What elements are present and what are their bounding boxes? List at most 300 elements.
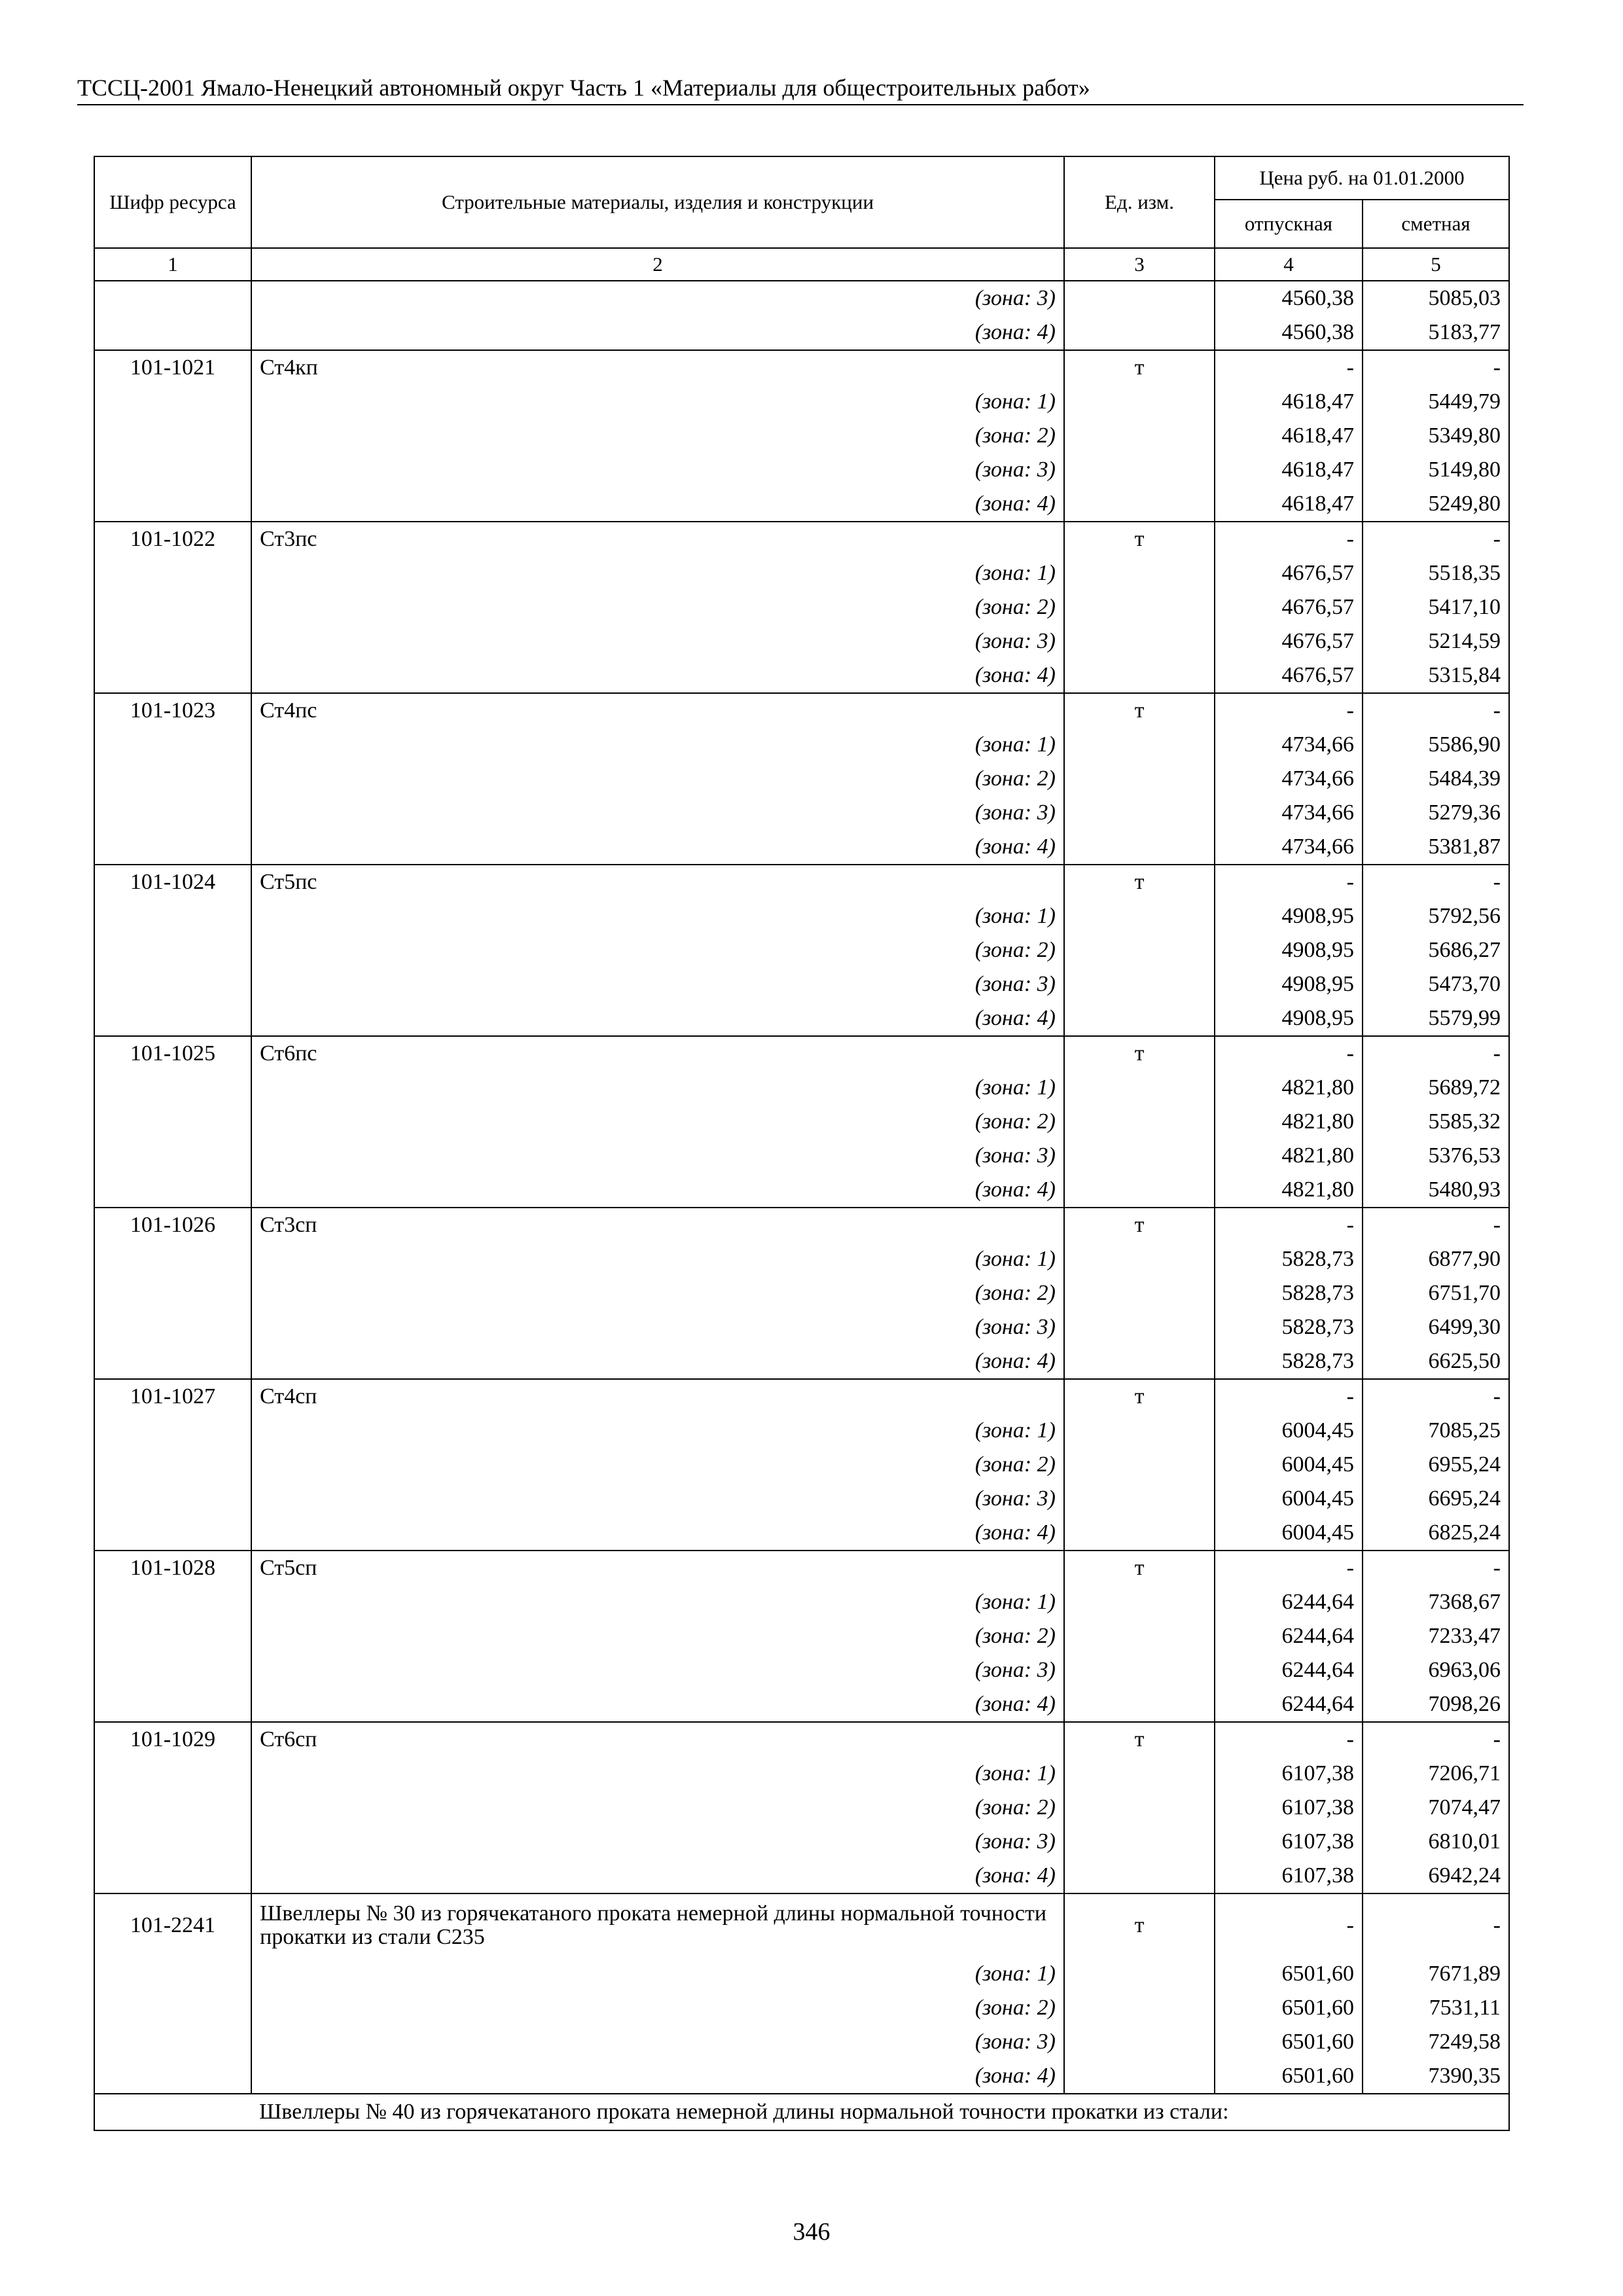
cell-release-price: 4560,38 <box>1215 315 1363 350</box>
col-number-4: 4 <box>1215 248 1363 281</box>
cell-estimate-price: 6877,90 <box>1363 1242 1509 1276</box>
cell-estimate-price: - <box>1363 522 1509 556</box>
cell-code <box>94 899 251 933</box>
cell-release-price: 6501,60 <box>1215 1991 1363 2025</box>
cell-release-price: 4618,47 <box>1215 487 1363 522</box>
cell-estimate-price: 5792,56 <box>1363 899 1509 933</box>
cell-code: 101-1023 <box>94 693 251 728</box>
cell-release-price: - <box>1215 1551 1363 1585</box>
table-row <box>94 315 1509 350</box>
table-row <box>94 590 1509 624</box>
cell-estimate-price: 7085,25 <box>1363 1414 1509 1448</box>
cell-estimate-price: - <box>1363 350 1509 385</box>
cell-estimate-price: 6825,24 <box>1363 1516 1509 1551</box>
table-row <box>94 1482 1509 1516</box>
cell-estimate-price: - <box>1363 1551 1509 1585</box>
cell-estimate-price: 5315,84 <box>1363 658 1509 693</box>
page-number: 346 <box>793 2218 830 2246</box>
cell-unit <box>1064 1825 1215 1859</box>
cell-code <box>94 1276 251 1310</box>
table-row <box>94 1516 1509 1551</box>
cell-zone: (зона: 2) <box>251 762 1064 796</box>
cell-unit <box>1064 1001 1215 1036</box>
cell-release-price: 4821,80 <box>1215 1105 1363 1139</box>
cell-unit: т <box>1064 865 1215 899</box>
table-row <box>94 419 1509 453</box>
cell-estimate-price: 5473,70 <box>1363 967 1509 1001</box>
cell-material-name: Ст6пс <box>251 1036 1064 1071</box>
cell-code <box>94 796 251 830</box>
table-row <box>94 1139 1509 1173</box>
cell-unit <box>1064 830 1215 865</box>
table-row <box>94 1105 1509 1139</box>
cell-zone: (зона: 3) <box>251 1310 1064 1344</box>
cell-release-price: 4734,66 <box>1215 728 1363 762</box>
cell-zone: (зона: 4) <box>251 1344 1064 1379</box>
cell-code <box>94 487 251 522</box>
cell-material-name: Швеллеры № 30 из горячекатаного проката немерной длины нормальной точности прокатки из стали С235 <box>251 1893 1064 1957</box>
cell-estimate-price: 6499,30 <box>1363 1310 1509 1344</box>
cell-zone: (зона: 3) <box>251 281 1064 315</box>
cell-estimate-price: - <box>1363 1036 1509 1071</box>
table-row <box>94 453 1509 487</box>
col-header-estimate: сметная <box>1363 200 1509 248</box>
cell-unit <box>1064 1344 1215 1379</box>
cell-zone: (зона: 2) <box>251 1791 1064 1825</box>
table-row <box>94 693 1509 728</box>
cell-unit <box>1064 590 1215 624</box>
cell-release-price: 6004,45 <box>1215 1448 1363 1482</box>
cell-estimate-price: 5214,59 <box>1363 624 1509 658</box>
cell-estimate-price: 5686,27 <box>1363 933 1509 967</box>
table-row <box>94 1991 1509 2025</box>
cell-estimate-price: - <box>1363 1722 1509 1757</box>
cell-code <box>94 1516 251 1551</box>
cell-zone: (зона: 4) <box>251 1859 1064 1893</box>
cell-code <box>94 728 251 762</box>
price-table <box>94 156 1510 2131</box>
table-row <box>94 1585 1509 1619</box>
table-row <box>94 1859 1509 1893</box>
cell-zone: (зона: 4) <box>251 1687 1064 1722</box>
cell-zone: (зона: 2) <box>251 1448 1064 1482</box>
cell-code <box>94 1344 251 1379</box>
document-header: ТССЦ-2001 Ямало-Ненецкий автономный округ Часть 1 «Материалы для общестроительных работ» <box>77 73 1524 105</box>
cell-unit: т <box>1064 1379 1215 1414</box>
cell-code <box>94 624 251 658</box>
cell-zone: (зона: 3) <box>251 624 1064 658</box>
col-number-2: 2 <box>251 248 1064 281</box>
cell-unit <box>1064 1859 1215 1893</box>
cell-zone: (зона: 1) <box>251 385 1064 419</box>
cell-release-price: 5828,73 <box>1215 1276 1363 1310</box>
cell-zone: (зона: 1) <box>251 1414 1064 1448</box>
cell-zone: (зона: 4) <box>251 1173 1064 1208</box>
cell-code <box>94 1653 251 1687</box>
cell-unit: т <box>1064 1208 1215 1242</box>
cell-material-name: Ст5пс <box>251 865 1064 899</box>
cell-release-price: 4560,38 <box>1215 281 1363 315</box>
cell-unit <box>1064 624 1215 658</box>
table-row <box>94 1825 1509 1859</box>
cell-release-price: - <box>1215 350 1363 385</box>
cell-zone: (зона: 1) <box>251 556 1064 590</box>
table-row <box>94 658 1509 693</box>
cell-zone: (зона: 2) <box>251 1276 1064 1310</box>
cell-material-name: Ст3пс <box>251 522 1064 556</box>
table-row <box>94 899 1509 933</box>
table-row <box>94 2059 1509 2094</box>
table-row <box>94 1687 1509 1722</box>
cell-release-price: 4676,57 <box>1215 624 1363 658</box>
cell-estimate-price: 5449,79 <box>1363 385 1509 419</box>
cell-zone: (зона: 1) <box>251 728 1064 762</box>
table-row <box>94 1653 1509 1687</box>
cell-release-price: 6107,38 <box>1215 1791 1363 1825</box>
cell-unit <box>1064 1957 1215 1991</box>
cell-estimate-price: - <box>1363 865 1509 899</box>
cell-code: 101-1028 <box>94 1551 251 1585</box>
cell-zone: (зона: 4) <box>251 1001 1064 1036</box>
cell-unit: т <box>1064 1893 1215 1957</box>
table-row <box>94 728 1509 762</box>
cell-release-price: 5828,73 <box>1215 1344 1363 1379</box>
cell-estimate-price: 7671,89 <box>1363 1957 1509 1991</box>
cell-zone: (зона: 1) <box>251 899 1064 933</box>
cell-code <box>94 1414 251 1448</box>
cell-code <box>94 1585 251 1619</box>
cell-code <box>94 1791 251 1825</box>
cell-code <box>94 658 251 693</box>
cell-code <box>94 762 251 796</box>
table-row <box>94 1722 1509 1757</box>
cell-unit <box>1064 762 1215 796</box>
cell-unit <box>1064 1757 1215 1791</box>
table-row <box>94 624 1509 658</box>
table-row <box>94 1036 1509 1071</box>
col-header-name: Строительные материалы, изделия и конструкции <box>251 156 1064 248</box>
cell-unit: т <box>1064 693 1215 728</box>
cell-code <box>94 1242 251 1276</box>
cell-unit <box>1064 1139 1215 1173</box>
cell-estimate-price: 7390,35 <box>1363 2059 1509 2094</box>
cell-zone: (зона: 3) <box>251 1653 1064 1687</box>
cell-release-price: 4821,80 <box>1215 1173 1363 1208</box>
cell-zone: (зона: 1) <box>251 1585 1064 1619</box>
col-number-1: 1 <box>94 248 251 281</box>
cell-code <box>94 933 251 967</box>
table-row <box>94 967 1509 1001</box>
cell-estimate-price: 5279,36 <box>1363 796 1509 830</box>
cell-release-price: 6004,45 <box>1215 1516 1363 1551</box>
cell-release-price: 6107,38 <box>1215 1757 1363 1791</box>
cell-release-price: 4734,66 <box>1215 762 1363 796</box>
cell-material-name: Ст4сп <box>251 1379 1064 1414</box>
cell-unit <box>1064 556 1215 590</box>
cell-zone: (зона: 2) <box>251 419 1064 453</box>
cell-release-price: 4908,95 <box>1215 1001 1363 1036</box>
cell-unit <box>1064 487 1215 522</box>
cell-estimate-price: - <box>1363 1893 1509 1957</box>
table-row <box>94 1379 1509 1414</box>
cell-code <box>94 830 251 865</box>
cell-zone: (зона: 3) <box>251 1139 1064 1173</box>
cell-release-price: - <box>1215 693 1363 728</box>
cell-unit <box>1064 1242 1215 1276</box>
cell-zone: (зона: 3) <box>251 796 1064 830</box>
cell-zone: (зона: 2) <box>251 590 1064 624</box>
cell-zone: (зона: 2) <box>251 1991 1064 2025</box>
table-row <box>94 2025 1509 2059</box>
cell-release-price: 4908,95 <box>1215 933 1363 967</box>
col-header-price: Цена руб. на 01.01.2000 <box>1215 156 1509 200</box>
cell-zone: (зона: 3) <box>251 453 1064 487</box>
cell-estimate-price: 7206,71 <box>1363 1757 1509 1791</box>
cell-release-price: 6004,45 <box>1215 1482 1363 1516</box>
cell-release-price: 6244,64 <box>1215 1687 1363 1722</box>
cell-unit <box>1064 1071 1215 1105</box>
cell-code: 101-1029 <box>94 1722 251 1757</box>
cell-code <box>94 590 251 624</box>
table-row <box>94 1757 1509 1791</box>
cell-estimate-price: 5585,32 <box>1363 1105 1509 1139</box>
table-row <box>94 1414 1509 1448</box>
cell-code <box>94 1859 251 1893</box>
cell-release-price: 4734,66 <box>1215 796 1363 830</box>
cell-release-price: 6501,60 <box>1215 1957 1363 1991</box>
cell-zone: (зона: 4) <box>251 830 1064 865</box>
table-row <box>94 933 1509 967</box>
cell-release-price: 6004,45 <box>1215 1414 1363 1448</box>
col-header-release: отпускная <box>1215 200 1363 248</box>
cell-code <box>94 1448 251 1482</box>
cell-code <box>94 1687 251 1722</box>
cell-zone: (зона: 4) <box>251 658 1064 693</box>
cell-estimate-price: 6751,70 <box>1363 1276 1509 1310</box>
cell-estimate-price: 5518,35 <box>1363 556 1509 590</box>
cell-material-name: Ст4пс <box>251 693 1064 728</box>
cell-zone: (зона: 1) <box>251 1957 1064 1991</box>
table-row <box>94 487 1509 522</box>
cell-unit <box>1064 899 1215 933</box>
cell-zone: (зона: 3) <box>251 2025 1064 2059</box>
cell-zone: (зона: 3) <box>251 967 1064 1001</box>
cell-estimate-price: 7233,47 <box>1363 1619 1509 1653</box>
cell-code <box>94 2025 251 2059</box>
table-row <box>94 522 1509 556</box>
table-row <box>94 1551 1509 1585</box>
cell-code <box>94 1173 251 1208</box>
cell-code <box>94 967 251 1001</box>
table-row <box>94 385 1509 419</box>
cell-release-price: 6501,60 <box>1215 2025 1363 2059</box>
cell-zone: (зона: 3) <box>251 1825 1064 1859</box>
cell-unit <box>1064 1991 1215 2025</box>
table-body <box>94 281 1509 2094</box>
cell-zone: (зона: 2) <box>251 1619 1064 1653</box>
cell-release-price: 4821,80 <box>1215 1139 1363 1173</box>
cell-release-price: - <box>1215 1722 1363 1757</box>
cell-release-price: 4618,47 <box>1215 419 1363 453</box>
cell-zone: (зона: 4) <box>251 487 1064 522</box>
cell-unit <box>1064 1619 1215 1653</box>
cell-material-name: Ст4кп <box>251 350 1064 385</box>
cell-release-price: 6501,60 <box>1215 2059 1363 2094</box>
cell-code <box>94 2059 251 2094</box>
cell-code <box>94 1105 251 1139</box>
cell-estimate-price: 7531,11 <box>1363 1991 1509 2025</box>
cell-unit <box>1064 1653 1215 1687</box>
cell-unit <box>1064 1310 1215 1344</box>
cell-zone: (зона: 4) <box>251 315 1064 350</box>
cell-estimate-price: 6810,01 <box>1363 1825 1509 1859</box>
footer-blank-cell <box>94 2094 251 2130</box>
cell-unit <box>1064 453 1215 487</box>
cell-estimate-price: 5586,90 <box>1363 728 1509 762</box>
cell-estimate-price: 5249,80 <box>1363 487 1509 522</box>
cell-release-price: 4734,66 <box>1215 830 1363 865</box>
cell-code: 101-1027 <box>94 1379 251 1414</box>
col-number-3: 3 <box>1064 248 1215 281</box>
cell-unit <box>1064 1173 1215 1208</box>
cell-unit: т <box>1064 522 1215 556</box>
cell-release-price: 6107,38 <box>1215 1859 1363 1893</box>
cell-unit <box>1064 1791 1215 1825</box>
cell-code: 101-1022 <box>94 522 251 556</box>
cell-code <box>94 1482 251 1516</box>
cell-code <box>94 1825 251 1859</box>
cell-estimate-price: 7368,67 <box>1363 1585 1509 1619</box>
cell-release-price: 6244,64 <box>1215 1585 1363 1619</box>
cell-unit <box>1064 419 1215 453</box>
cell-release-price: 4821,80 <box>1215 1071 1363 1105</box>
cell-unit <box>1064 281 1215 315</box>
cell-release-price: 4618,47 <box>1215 385 1363 419</box>
cell-unit <box>1064 1585 1215 1619</box>
cell-code: 101-2241 <box>94 1893 251 1957</box>
table-row <box>94 350 1509 385</box>
cell-estimate-price: 6625,50 <box>1363 1344 1509 1379</box>
cell-estimate-price: 7074,47 <box>1363 1791 1509 1825</box>
table-row <box>94 1448 1509 1482</box>
cell-zone: (зона: 1) <box>251 1242 1064 1276</box>
cell-estimate-price: 6695,24 <box>1363 1482 1509 1516</box>
cell-estimate-price: 6963,06 <box>1363 1653 1509 1687</box>
cell-unit <box>1064 967 1215 1001</box>
cell-zone: (зона: 1) <box>251 1757 1064 1791</box>
cell-zone: (зона: 3) <box>251 1482 1064 1516</box>
table-row <box>94 1619 1509 1653</box>
cell-code <box>94 1139 251 1173</box>
table-row <box>94 281 1509 315</box>
cell-unit: т <box>1064 1722 1215 1757</box>
cell-unit <box>1064 1105 1215 1139</box>
footer-note: Швеллеры № 40 из горячекатаного проката немерной длины нормальной точности прокатки из стали: <box>251 2094 1509 2130</box>
cell-unit: т <box>1064 1551 1215 1585</box>
cell-estimate-price: 7098,26 <box>1363 1687 1509 1722</box>
cell-code <box>94 281 251 315</box>
cell-material-name: Ст6сп <box>251 1722 1064 1757</box>
cell-estimate-price: 5689,72 <box>1363 1071 1509 1105</box>
cell-release-price: 4618,47 <box>1215 453 1363 487</box>
cell-estimate-price: 5579,99 <box>1363 1001 1509 1036</box>
cell-estimate-price: 5349,80 <box>1363 419 1509 453</box>
cell-estimate-price: - <box>1363 1208 1509 1242</box>
cell-unit <box>1064 1448 1215 1482</box>
cell-zone: (зона: 1) <box>251 1071 1064 1105</box>
cell-estimate-price: 5484,39 <box>1363 762 1509 796</box>
table-row <box>94 1310 1509 1344</box>
cell-unit <box>1064 1276 1215 1310</box>
cell-material-name: Ст5сп <box>251 1551 1064 1585</box>
cell-zone: (зона: 4) <box>251 2059 1064 2094</box>
col-header-unit: Ед. изм. <box>1064 156 1215 248</box>
cell-estimate-price: 6955,24 <box>1363 1448 1509 1482</box>
cell-code <box>94 315 251 350</box>
cell-unit <box>1064 933 1215 967</box>
table-row <box>94 1208 1509 1242</box>
table-row <box>94 1791 1509 1825</box>
cell-unit <box>1064 658 1215 693</box>
cell-release-price: 6244,64 <box>1215 1619 1363 1653</box>
table-row <box>94 556 1509 590</box>
cell-estimate-price: 5381,87 <box>1363 830 1509 865</box>
cell-release-price: - <box>1215 1036 1363 1071</box>
cell-release-price: 4676,57 <box>1215 556 1363 590</box>
cell-code <box>94 1757 251 1791</box>
cell-estimate-price: - <box>1363 693 1509 728</box>
cell-release-price: 4908,95 <box>1215 899 1363 933</box>
table-row <box>94 762 1509 796</box>
table-row <box>94 1344 1509 1379</box>
cell-zone: (зона: 2) <box>251 933 1064 967</box>
cell-release-price: - <box>1215 522 1363 556</box>
cell-code <box>94 453 251 487</box>
cell-estimate-price: 5417,10 <box>1363 590 1509 624</box>
cell-code: 101-1025 <box>94 1036 251 1071</box>
col-header-code: Шифр ресурса <box>94 156 251 248</box>
table-row <box>94 1893 1509 1957</box>
cell-code <box>94 556 251 590</box>
cell-zone: (зона: 4) <box>251 1516 1064 1551</box>
cell-release-price: 4676,57 <box>1215 590 1363 624</box>
cell-unit <box>1064 1482 1215 1516</box>
cell-estimate-price: 5376,53 <box>1363 1139 1509 1173</box>
table-row <box>94 1173 1509 1208</box>
table-footer-row <box>94 2094 1509 2130</box>
col-number-5: 5 <box>1363 248 1509 281</box>
cell-code <box>94 419 251 453</box>
cell-code: 101-1021 <box>94 350 251 385</box>
cell-code <box>94 1619 251 1653</box>
cell-release-price: 5828,73 <box>1215 1242 1363 1276</box>
cell-unit <box>1064 2059 1215 2094</box>
table-row <box>94 796 1509 830</box>
cell-release-price: - <box>1215 865 1363 899</box>
cell-unit <box>1064 1414 1215 1448</box>
cell-code: 101-1026 <box>94 1208 251 1242</box>
cell-estimate-price: - <box>1363 1379 1509 1414</box>
cell-unit <box>1064 2025 1215 2059</box>
table-row <box>94 1276 1509 1310</box>
cell-code <box>94 1957 251 1991</box>
cell-release-price: - <box>1215 1893 1363 1957</box>
cell-release-price: 6244,64 <box>1215 1653 1363 1687</box>
table-row <box>94 1957 1509 1991</box>
cell-unit <box>1064 728 1215 762</box>
cell-unit <box>1064 385 1215 419</box>
cell-estimate-price: 5183,77 <box>1363 315 1509 350</box>
